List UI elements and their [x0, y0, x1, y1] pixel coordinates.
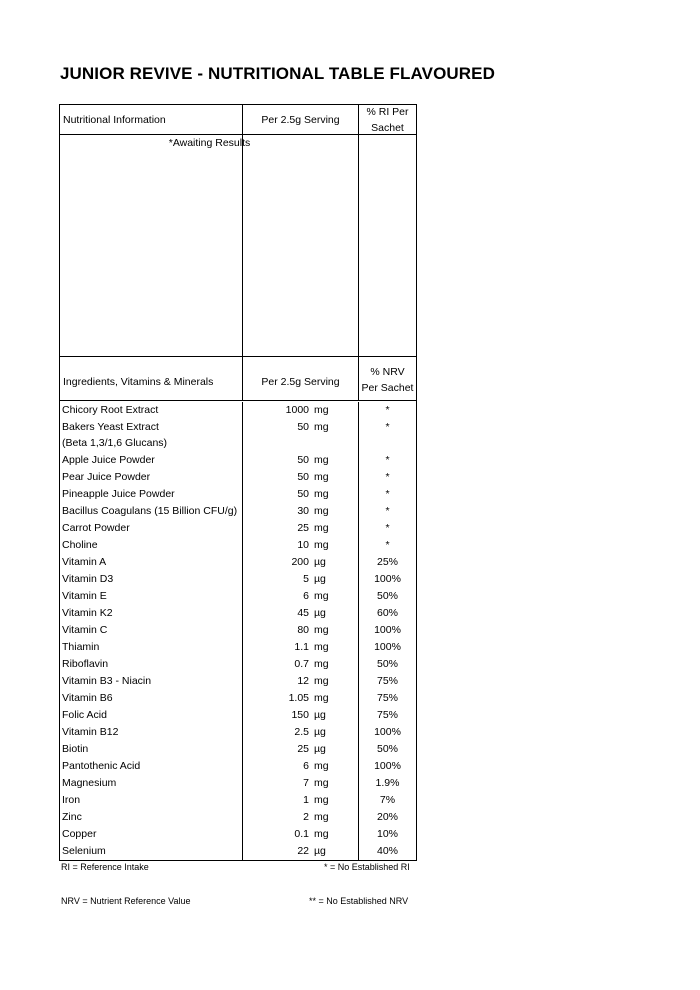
ingredient-name: Vitamin D3 [62, 573, 114, 585]
ingredient-name: Pineapple Juice Powder [62, 488, 175, 500]
ingredient-amount: 25 [297, 743, 309, 755]
ingredient-unit: mg [314, 454, 329, 466]
table-row [60, 554, 416, 571]
ingredient-amount: 12 [297, 675, 309, 687]
ingredient-unit: mg [314, 539, 329, 551]
nutrition-table [59, 104, 417, 861]
table-row [60, 775, 416, 792]
ingredient-amount-cell [243, 690, 359, 707]
ingredient-amount: 50 [297, 471, 309, 483]
ingredient-amount: 30 [297, 505, 309, 517]
page-title: JUNIOR REVIVE - NUTRITIONAL TABLE FLAVOURED [60, 64, 495, 83]
ingredient-name: Copper [62, 828, 97, 840]
ingredient-amount: 1 [303, 794, 309, 806]
table-row [60, 826, 416, 843]
ingredient-nrv: * [385, 454, 390, 466]
header-nrv-line2: Per Sachet [361, 382, 414, 394]
ingredient-name: Vitamin C [62, 624, 108, 636]
ingredient-amount: 200 [291, 556, 309, 568]
ingredient-amount-cell [243, 775, 359, 792]
ingredient-name: Vitamin B12 [62, 726, 119, 738]
ingredient-name: Zinc [62, 811, 82, 823]
ingredient-amount-cell [243, 673, 359, 690]
header-per-serving: Per 2.5g Serving [243, 105, 359, 134]
ingredients-header-row [60, 356, 416, 401]
ingredient-name: Riboflavin [62, 658, 109, 670]
ingredient-amount-cell [243, 402, 359, 419]
nutrition-header-row [60, 105, 416, 135]
ingredient-amount: 6 [303, 760, 309, 772]
footnote-no-ri: * = No Established RI [324, 862, 410, 872]
ingredient-nrv: 100% [374, 726, 401, 738]
ingredient-name-cell [60, 639, 243, 656]
ingredient-nrv: 75% [376, 692, 398, 704]
ingredient-name-cell [60, 843, 243, 860]
table-row [60, 639, 416, 656]
ingredient-name-cell [60, 758, 243, 775]
ingredient-unit: µg [314, 607, 326, 619]
ingredient-nrv: 75% [376, 675, 398, 687]
ingredient-unit: µg [314, 726, 326, 738]
ingredient-unit: mg [314, 692, 329, 704]
ingredient-name-cell [60, 826, 243, 843]
ingredient-nrv: 75% [376, 709, 398, 721]
ingredient-amount: 1.05 [288, 692, 309, 704]
ingredient-amount-cell [243, 503, 359, 520]
header-ri-line1: % RI Per [366, 105, 409, 118]
ingredient-nrv: 1.9% [375, 777, 400, 789]
ingredient-nrv: 100% [374, 760, 401, 772]
ingredient-name-cell [60, 622, 243, 639]
header-ri-line2: Sachet [371, 121, 404, 134]
ingredient-name-cell [60, 554, 243, 571]
ingredient-name-cell [60, 571, 243, 588]
ingredient-unit: µg [314, 573, 326, 585]
table-row [60, 673, 416, 690]
table-row [60, 537, 416, 554]
footnote-no-nrv: ** = No Established NRV [309, 896, 409, 906]
ingredient-amount: 150 [291, 709, 309, 721]
ingredient-nrv: 100% [374, 641, 401, 653]
ingredient-amount: 22 [297, 845, 309, 857]
ingredient-name-cell [60, 503, 243, 520]
ingredient-amount-cell [243, 622, 359, 639]
ingredient-amount-cell [243, 605, 359, 622]
ingredient-amount-cell [243, 452, 359, 469]
ingredient-name: Vitamin A [62, 556, 107, 568]
ingredient-unit: mg [314, 471, 329, 483]
ingredient-name-cell [60, 792, 243, 809]
ingredient-name: Chicory Root Extract [62, 404, 159, 416]
ingredient-name-cell [60, 690, 243, 707]
ingredient-nrv: 100% [374, 573, 401, 585]
ingredient-amount-cell [243, 588, 359, 605]
ingredient-amount: 7 [303, 777, 309, 789]
ingredient-nrv: 7% [379, 794, 396, 806]
ingredient-amount-cell [243, 758, 359, 775]
ingredient-unit: mg [314, 522, 329, 534]
header-ri-per-sachet [359, 105, 416, 134]
ingredient-nrv: * [385, 404, 390, 416]
ingredient-name-cell [60, 775, 243, 792]
ingredient-name: Vitamin E [62, 590, 107, 602]
ingredient-unit: µg [314, 743, 326, 755]
table-row [60, 656, 416, 673]
ingredient-nrv: 25% [376, 556, 398, 568]
ingredient-name-cell [60, 486, 243, 503]
ingredient-unit: mg [314, 641, 329, 653]
ingredient-name-cell [60, 402, 243, 419]
ingredient-unit: mg [314, 421, 329, 433]
ingredient-name-cell [60, 605, 243, 622]
ingredient-name-cell [60, 520, 243, 537]
ingredient-name-cell [60, 656, 243, 673]
ingredient-amount-cell [243, 724, 359, 741]
table-row [60, 419, 416, 452]
table-row [60, 622, 416, 639]
ingredient-amount: 5 [303, 573, 309, 585]
ingredient-amount: 2 [303, 811, 309, 823]
table-row [60, 520, 416, 537]
ingredient-unit: mg [314, 404, 329, 416]
ingredient-name: Biotin [62, 743, 89, 755]
ingredient-amount: 50 [297, 421, 309, 433]
ingredient-amount: 0.1 [294, 828, 309, 840]
ingredient-amount: 6 [303, 590, 309, 602]
ingredient-amount-cell [243, 554, 359, 571]
ingredient-unit: mg [314, 658, 329, 670]
ingredient-amount-cell [243, 741, 359, 758]
footnote-ri: RI = Reference Intake [61, 862, 149, 872]
ingredient-name-cell [60, 724, 243, 741]
ingredient-nrv: 20% [376, 811, 398, 823]
ingredient-nrv: * [385, 488, 390, 500]
ingredient-unit: mg [314, 777, 329, 789]
ingredient-amount: 1.1 [294, 641, 309, 653]
table-row [60, 469, 416, 486]
ingredient-nrv: * [385, 505, 390, 517]
ingredient-name: Selenium [62, 845, 106, 857]
ingredient-amount-cell [243, 792, 359, 809]
awaiting-results-section [60, 135, 416, 356]
table-row [60, 452, 416, 469]
ingredients-list [60, 401, 416, 860]
ingredient-unit: mg [314, 590, 329, 602]
ingredient-unit: mg [314, 488, 329, 500]
table-row [60, 571, 416, 588]
ingredient-amount: 10 [297, 539, 309, 551]
ingredient-unit: mg [314, 794, 329, 806]
ingredient-amount-cell [243, 809, 359, 826]
ingredient-amount-cell [243, 826, 359, 843]
ingredient-unit: µg [314, 556, 326, 568]
ingredient-amount: 80 [297, 624, 309, 636]
ingredient-amount-cell [243, 419, 359, 452]
ingredient-nrv: 100% [374, 624, 401, 636]
ingredient-name: Vitamin B3 - Niacin [62, 675, 152, 687]
ingredient-amount: 2.5 [294, 726, 309, 738]
table-row [60, 758, 416, 775]
ingredient-name-cell [60, 469, 243, 486]
ingredient-name: Vitamin K2 [62, 607, 113, 619]
table-row [60, 486, 416, 503]
table-row [60, 792, 416, 809]
ingredient-amount-cell [243, 571, 359, 588]
ingredient-nrv: 60% [376, 607, 398, 619]
ingredient-amount: 1000 [285, 404, 309, 416]
header-nrv-per-sachet [359, 357, 416, 400]
ingredient-name: Pear Juice Powder [62, 471, 151, 483]
footnote-nrv: NRV = Nutrient Reference Value [61, 896, 191, 906]
ingredient-amount-cell [243, 537, 359, 554]
ingredient-amount-cell [243, 656, 359, 673]
ingredient-nrv: 50% [376, 658, 398, 670]
ingredient-name: Magnesium [62, 777, 117, 789]
header-nutritional-information: Nutritional Information [60, 105, 243, 134]
ingredient-nrv: * [385, 421, 390, 433]
ingredient-name-cell [60, 452, 243, 469]
ingredient-name: Pantothenic Acid [62, 760, 141, 772]
ingredient-amount-cell [243, 469, 359, 486]
ingredient-amount: 25 [297, 522, 309, 534]
ingredient-name-cell [60, 809, 243, 826]
table-row [60, 588, 416, 605]
ingredient-unit: mg [314, 505, 329, 517]
header-per-serving-2: Per 2.5g Serving [243, 357, 359, 400]
ingredient-amount-cell [243, 707, 359, 724]
ingredient-amount-cell [243, 520, 359, 537]
ingredient-unit: µg [314, 845, 326, 857]
ingredient-name-cell [60, 537, 243, 554]
ingredient-unit: mg [314, 760, 329, 772]
ingredient-amount: 50 [297, 488, 309, 500]
ingredient-unit: mg [314, 624, 329, 636]
ingredient-name-cell [60, 673, 243, 690]
ingredient-name-line2: (Beta 1,3/1,6 Glucans) [62, 437, 168, 449]
ingredient-amount: 0.7 [294, 658, 309, 670]
ingredient-unit: mg [314, 811, 329, 823]
ingredient-name: Apple Juice Powder [62, 454, 155, 466]
table-row [60, 741, 416, 758]
ingredient-name: Bacillus Coagulans (15 Billion CFU/g) [62, 505, 238, 517]
ingredient-amount-cell [243, 843, 359, 860]
ingredient-name: Bakers Yeast Extract [62, 421, 159, 433]
ingredient-nrv: 40% [376, 845, 398, 857]
header-nrv-line1: % NRV [370, 366, 405, 378]
ingredient-name-cell [60, 741, 243, 758]
table-row [60, 605, 416, 622]
ingredient-amount: 50 [297, 454, 309, 466]
ingredient-unit: mg [314, 675, 329, 687]
ingredient-nrv: * [385, 522, 390, 534]
table-row [60, 724, 416, 741]
ingredient-nrv: * [385, 539, 390, 551]
table-row [60, 809, 416, 826]
header-ingredients: Ingredients, Vitamins & Minerals [60, 357, 243, 400]
table-row [60, 402, 416, 419]
awaiting-results-note: *Awaiting Results [168, 137, 251, 149]
ingredient-unit: mg [314, 828, 329, 840]
ingredient-name: Iron [62, 794, 81, 806]
ingredient-name: Carrot Powder [62, 522, 130, 534]
table-row [60, 690, 416, 707]
ingredient-unit: µg [314, 709, 326, 721]
table-row [60, 843, 416, 860]
ingredient-nrv: * [385, 471, 390, 483]
ingredient-name-cell [60, 707, 243, 724]
ingredient-amount-cell [243, 486, 359, 503]
ingredient-amount-cell [243, 639, 359, 656]
ingredient-name-cell [60, 588, 243, 605]
ingredient-nrv: 50% [376, 743, 398, 755]
ingredient-nrv: 10% [376, 828, 398, 840]
table-row [60, 503, 416, 520]
ingredient-amount: 45 [297, 607, 309, 619]
ingredient-name-cell [60, 419, 243, 452]
ingredient-nrv: 50% [376, 590, 398, 602]
ingredient-name: Thiamin [62, 641, 100, 653]
ingredient-name: Folic Acid [62, 709, 107, 721]
ingredient-name: Choline [62, 539, 98, 551]
ingredient-name: Vitamin B6 [62, 692, 113, 704]
table-row [60, 707, 416, 724]
